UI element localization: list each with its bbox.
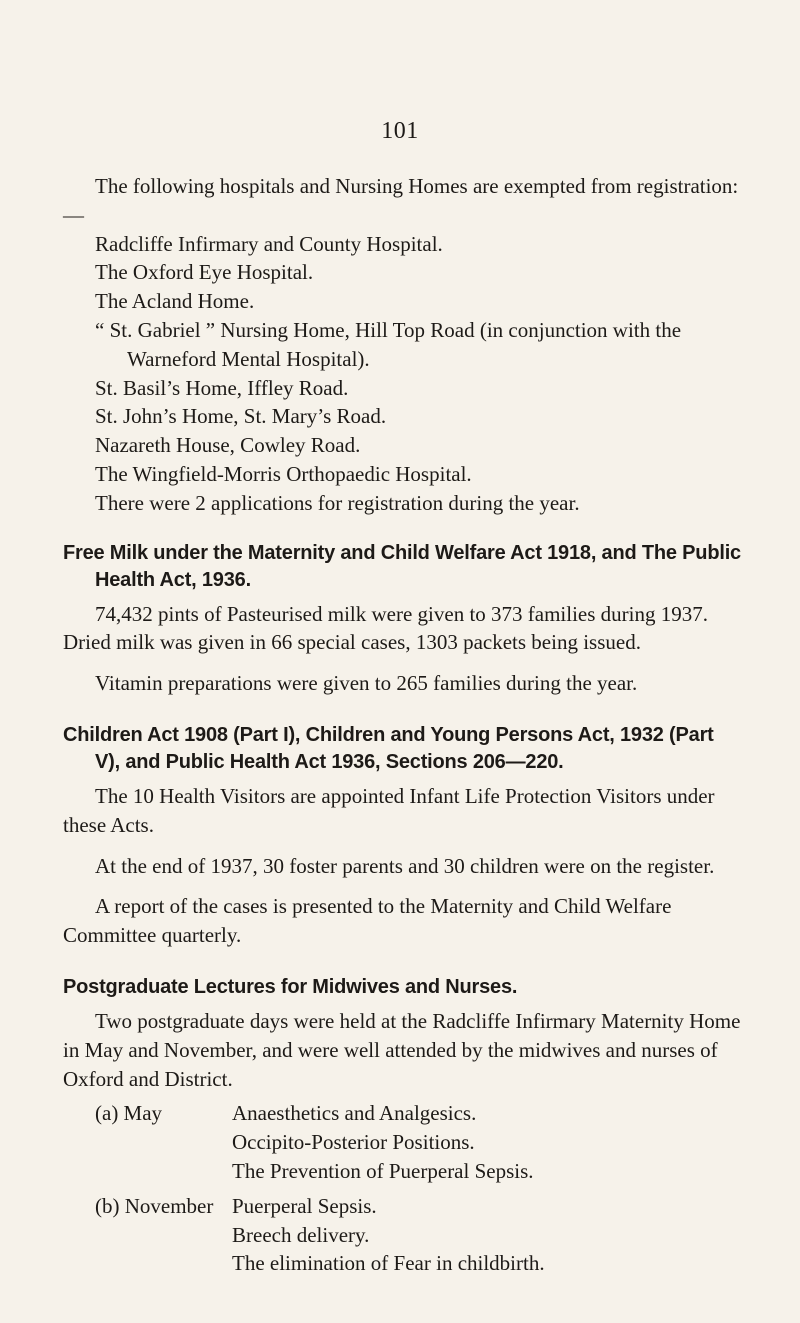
exemption-intro: The following hospitals and Nursing Homes are exempted from registration:—	[63, 174, 739, 227]
health-visitors-paragraph: The 10 Health Visitors are appointed Infant Life Protection Visitors under these Acts.	[63, 783, 715, 837]
exempt-institution: Nazareth House, Cowley Road.	[95, 433, 361, 458]
exempt-institution: The Oxford Eye Hospital.	[95, 260, 314, 285]
exempt-institutions-list	[63, 230, 743, 489]
report-paragraph: A report of the cases is presented to the Maternity and Child Welfare Committee quarterly.	[63, 894, 672, 948]
children-act-heading: Children Act 1908 (Part I), Children and Young Persons Act, 1932 (Part V), and Public Health Act 1936, Sections 206—220.	[63, 723, 714, 773]
postgraduate-heading: Postgraduate Lectures for Midwives and Nurses.	[63, 975, 518, 998]
exempt-institution: Radcliffe Infirmary and County Hospital.	[95, 231, 443, 256]
lecture-topics	[232, 1099, 743, 1185]
exempt-institution: St. Basil’s Home, Iffley Road.	[95, 375, 349, 400]
registration-applications: There were 2 applications for registration during the year.	[95, 490, 580, 515]
lecture-topic: The elimination of Fear in childbirth.	[232, 1251, 545, 1276]
exempt-institution: The Acland Home.	[95, 289, 255, 314]
lecture-session-label: (b) November	[95, 1193, 214, 1218]
exempt-institution: The Wingfield-Morris Orthopaedic Hospital.	[95, 461, 472, 486]
exempt-institution: St. John’s Home, St. Mary’s Road.	[95, 404, 387, 429]
lecture-session-may	[63, 1099, 743, 1185]
free-milk-heading: Free Milk under the Maternity and Child Welfare Act 1918, and The Public Health Act, 1936.	[63, 541, 741, 591]
lecture-topic: The Prevention of Puerperal Sepsis.	[232, 1158, 534, 1183]
lecture-topic: Occipito-Posterior Positions.	[232, 1130, 475, 1155]
page-content	[63, 172, 743, 1278]
page-number: 101	[381, 118, 419, 144]
lecture-topics	[232, 1192, 743, 1278]
lecture-topic: Puerperal Sepsis.	[232, 1193, 377, 1218]
exempt-institution: “ St. Gabriel ” Nursing Home, Hill Top Road (in conjunction with the Warneford Mental Hospital).	[95, 317, 682, 371]
free-milk-paragraph: 74,432 pints of Pasteurised milk were given to 373 families during 1937. Dried milk was given in 66 special cases, 1303 packets being issued.	[63, 601, 708, 655]
foster-parents-paragraph: At the end of 1937, 30 foster parents and 30 children were on the register.	[95, 853, 715, 878]
vitamin-paragraph: Vitamin preparations were given to 265 families during the year.	[95, 671, 638, 696]
lecture-topic: Anaesthetics and Analgesics.	[232, 1101, 477, 1126]
lecture-session-november	[63, 1192, 743, 1278]
lecture-session-label: (a) May	[95, 1101, 163, 1126]
postgraduate-paragraph: Two postgraduate days were held at the Radcliffe Infirmary Maternity Home in May and November, and were well attended by the midwives and nurses of Oxford and District.	[63, 1008, 741, 1091]
lecture-topic: Breech delivery.	[232, 1222, 370, 1247]
